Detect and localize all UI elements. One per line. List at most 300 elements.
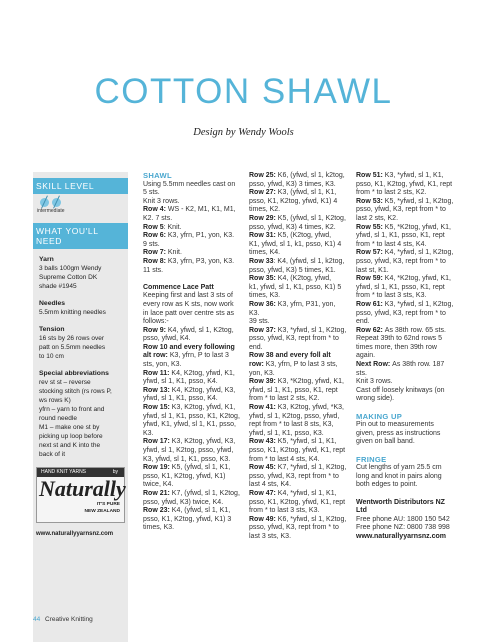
- instruction-line: [143, 507, 241, 516]
- rows-group: [249, 172, 347, 542]
- row-label: Row 59:: [356, 275, 385, 283]
- instruction-line: [356, 249, 456, 258]
- instruction-line: [249, 370, 347, 379]
- instruction-line: [143, 387, 241, 396]
- instruction-line: [249, 404, 347, 413]
- row-text: psso, K1, K2tog, yfwd, K1) 4: [249, 197, 338, 205]
- instruction-line: [356, 310, 456, 319]
- row-text: yfwd, sl 1, K2tog, psso, yfwd,: [143, 447, 234, 454]
- instruction-line: [143, 378, 241, 387]
- lace-text: every row as K sts, now work: [143, 300, 234, 308]
- instruction-line: [249, 301, 347, 318]
- row-text: K2. 7 sts.: [143, 214, 173, 222]
- row-label: Row 13:: [143, 386, 172, 394]
- row-label: Row 49:: [249, 515, 278, 523]
- row-text: 39 sts.: [249, 318, 270, 326]
- needles-section: [39, 299, 124, 317]
- row-text: psso, K1, K2tog, yfwd, K1): [143, 472, 226, 480]
- row-text: psso, yfwd, K3, rept from * to: [356, 257, 446, 265]
- instruction-line: [249, 275, 347, 284]
- instruction-line: [356, 172, 456, 181]
- needles-title: Needles: [39, 300, 66, 307]
- row-text: K4, K2tog, yfwd, K3,: [171, 386, 236, 394]
- instruction-line: [143, 447, 241, 456]
- page-title: COTTON SHAWL: [94, 72, 393, 111]
- instruction-line: [143, 464, 241, 473]
- instruction-line: [143, 499, 241, 508]
- instruction-line: [249, 456, 347, 465]
- row-text: again.: [356, 352, 376, 360]
- rows-group: [356, 172, 456, 404]
- row-text: K4, K2tog, yfwd, K1,: [171, 369, 235, 377]
- abbreviations-section: [39, 369, 124, 459]
- yarn-line: Supreme Cotton DK: [39, 274, 98, 281]
- row-text: : K4, (yfwd, sl 1, k2tog,: [273, 257, 345, 265]
- row-label: Row 15:: [143, 404, 172, 412]
- lace-heading-text: Commence Lace Patt: [143, 283, 214, 291]
- row-text: 11 sts.: [143, 266, 164, 274]
- instruction-line: [249, 232, 347, 241]
- tension-line: 16 sts by 26 rows over: [39, 335, 105, 342]
- instruction-line: [143, 438, 241, 447]
- distributor-website[interactable]: [356, 533, 456, 542]
- instruction-line: [143, 232, 241, 241]
- row-text: K3, yfrn, P to last 3: [169, 352, 229, 360]
- row-label: Row 17:: [143, 438, 172, 446]
- row-text: from * to last 3 sts, K3.: [249, 507, 320, 515]
- instruction-line: [143, 241, 241, 250]
- row-text: K4, yfwd, sl 1, K2tog,: [167, 326, 234, 334]
- row-text: times, K2.: [249, 206, 281, 214]
- row-text: K6, (yfwd, sl 1, k2tog,: [277, 172, 345, 179]
- row-label: Row 38 and every foll alt: [249, 352, 331, 360]
- fringe-line: both edges to point.: [356, 481, 418, 489]
- row-text: yfwd, sl 1, K1, psso, K4.: [143, 395, 218, 403]
- row-label: Row 53:: [356, 197, 385, 205]
- row-label: Row 25:: [249, 172, 278, 179]
- sidebar: [33, 172, 128, 642]
- naturally-logo: [36, 467, 125, 523]
- distributor-phone-nz: Free phone NZ: 0800 738 998: [356, 524, 450, 532]
- row-label: Row 10 and every following: [143, 343, 235, 351]
- instruction-line: [249, 464, 347, 473]
- row-text: As 38th row. 187: [392, 361, 445, 369]
- abbreviation-line: picking up loop before: [39, 433, 103, 440]
- row-label: Row 8:: [143, 257, 168, 265]
- row-label: Row 39:: [249, 378, 278, 386]
- yarn-title: Yarn: [39, 256, 54, 263]
- row-text: K5, (yfwd, sl 1, K2tog,: [277, 214, 346, 222]
- row-text: from * to last 2 sts, K2.: [356, 189, 427, 197]
- instruction-line: [356, 301, 456, 310]
- row-text: : Knit.: [163, 223, 182, 231]
- instruction-line: [249, 421, 347, 430]
- instruction-line: [249, 206, 347, 215]
- row-text: psso, yfwd, K3, rept from * to: [249, 472, 339, 480]
- instruction-line: [143, 473, 241, 482]
- row-text: psso, yfwd, K3) twice, K4.: [143, 498, 224, 506]
- abbreviation-line: back of it: [39, 451, 66, 458]
- instruction-line: [143, 370, 241, 379]
- abbreviation-line: stocking stitch (rs rows P,: [39, 388, 112, 395]
- intro-line: Knit 3 rows.: [143, 197, 180, 205]
- row-label: Row 47:: [249, 489, 278, 497]
- instruction-line: [249, 490, 347, 499]
- row-text: from * to last 4 sts, K4.: [356, 240, 427, 248]
- row-label: Row 51:: [356, 172, 385, 179]
- instruction-line: [249, 430, 347, 439]
- row-text: K3, yfrn, P1, yon, K3.: [167, 232, 235, 240]
- row-text: last 3 sts, K3.: [249, 532, 292, 540]
- abbreviation-line: M1 – make one st by: [39, 424, 100, 431]
- row-label: Row 4:: [143, 206, 168, 214]
- row-text: K7, *yfwd, sl 1, K2tog,: [277, 464, 347, 472]
- row-label: Row 57:: [356, 249, 385, 257]
- row-text: times, K4.: [249, 249, 281, 257]
- row-text: psso, yfwd, K3) 3 times, K3.: [249, 180, 336, 188]
- abbreviation-line: next st and K into the: [39, 442, 101, 449]
- rows-group-b: [143, 327, 241, 533]
- row-text: wrong side).: [356, 395, 395, 403]
- instruction-line: [143, 335, 241, 344]
- magazine-name: Creative Knitting: [45, 616, 93, 623]
- row-text: K4, (yfwd, sl 1, K1,: [171, 507, 231, 515]
- instruction-line: [356, 189, 456, 198]
- row-text: K7, (yfwd, sl 1, K2tog,: [171, 489, 240, 497]
- yarn-line: 3 balls 100gm Wendy: [39, 265, 102, 272]
- instruction-line: [143, 327, 241, 336]
- abbreviation-line: yfrn – yarn to front and: [39, 406, 105, 413]
- instruction-line: [356, 318, 456, 327]
- logo-box: [36, 467, 125, 523]
- row-label: Row 45:: [249, 464, 278, 472]
- row-text: psso, K1, K2tog, yfwd, K1, rept: [356, 180, 453, 188]
- instruction-line: [249, 224, 347, 233]
- instruction-line: [249, 335, 347, 344]
- instruction-line: [249, 438, 347, 447]
- row-text: WS - K2, M1, K1, M1,: [167, 206, 236, 214]
- instruction-line: [356, 181, 456, 190]
- row-label: row:: [249, 361, 266, 369]
- instruction-line: [356, 395, 456, 404]
- distributor-phone-au: Free phone AU: 1800 150 542: [356, 515, 450, 523]
- row-label: Row 5: [143, 223, 164, 231]
- row-text: rept from * to last 8 sts, K3,: [249, 421, 334, 429]
- instruction-line: [143, 516, 241, 525]
- yarn-section: [39, 255, 124, 291]
- row-text: Cast off loosely knitways (on: [356, 386, 445, 394]
- fringe-line: long and knot in pairs along: [356, 472, 442, 480]
- abbreviation-line: ws rows K): [39, 397, 71, 404]
- row-text: K5, *yfwd, sl 1, K1,: [277, 438, 337, 446]
- instruction-line: [143, 352, 241, 361]
- column-2: [249, 172, 347, 542]
- row-text: yfwd, sl 1, K1, psso, K1, K2tog,: [143, 412, 240, 420]
- tension-line: patt on 5.5mm needles: [39, 344, 106, 351]
- row-text: psso, yfwd, K4.: [143, 335, 191, 343]
- abbreviations-title: Special abbreviations: [39, 370, 109, 377]
- row-label: Row 19:: [143, 464, 172, 472]
- row-label: Row 43:: [249, 438, 278, 446]
- instruction-line: [143, 395, 241, 404]
- instruction-line: [249, 318, 347, 327]
- row-text: k1, yfwd, sl 1, K1, psso, K1) 5: [249, 283, 342, 291]
- row-label: Row 55:: [356, 223, 385, 231]
- instruction-line: [356, 327, 456, 336]
- logo-band: HAND KNIT YARNS: [37, 468, 124, 477]
- column-3: [356, 172, 456, 542]
- row-text: Knit 3 rows.: [356, 378, 393, 386]
- row-text: psso, yfwd, K3, rept from * to: [249, 524, 339, 532]
- instruction-line: [249, 378, 347, 387]
- instruction-line: [249, 507, 347, 516]
- row-text: K3, yfrn, P to last 3 sts,: [265, 361, 338, 369]
- instruction-line: [249, 481, 347, 490]
- instruction-line: [249, 361, 347, 370]
- instruction-line: [143, 206, 241, 215]
- row-text: K4, *yfwd, sl 1, K1,: [277, 489, 337, 497]
- instruction-line: [249, 447, 347, 456]
- instruction-line: [356, 378, 456, 387]
- row-text: psso, yfwd, K3) 5 times, K1.: [249, 266, 336, 274]
- lace-text: follows:-: [143, 318, 169, 326]
- abbreviation-line: round needle: [39, 415, 77, 422]
- row-text: yfwd, sl 1, K1, psso, K1, rept: [356, 232, 445, 240]
- row-text: psso, yfwd, K3, rept from * to: [249, 335, 339, 343]
- instruction-line: [249, 499, 347, 508]
- making-up-line: Pin out to measurements: [356, 421, 434, 429]
- logo-tagline: [85, 502, 120, 515]
- row-label: Row 33: [249, 257, 274, 265]
- row-text: K3, (yfwd, sl 1, K1,: [277, 189, 337, 197]
- row-text: yfwd, K1, yfwd, sl 1, K1, psso,: [143, 421, 236, 429]
- instruction-line: [356, 258, 456, 267]
- instruction-line: [356, 232, 456, 241]
- instruction-line: [143, 490, 241, 499]
- logo-tagline-2: NEW ZEALAND: [84, 508, 120, 514]
- instruction-line: [356, 344, 456, 353]
- row-text: K5, *K2tog, yfwd, K1,: [384, 223, 451, 231]
- instruction-line: [143, 456, 241, 465]
- row-label: alt row:: [143, 352, 170, 360]
- row-text: times, K3.: [143, 524, 175, 532]
- lace-heading: [143, 284, 241, 293]
- row-label: Row 7:: [143, 249, 168, 257]
- instruction-line: [249, 327, 347, 336]
- row-label: Row 27:: [249, 189, 278, 197]
- row-text: from * to last 3 sts, K3.: [356, 292, 427, 300]
- instruction-line: [143, 413, 241, 422]
- row-text: yfwd, sl 1, K1, psso, K1, rept: [249, 386, 338, 394]
- instruction-line: [356, 198, 456, 207]
- tension-section: [39, 325, 124, 361]
- row-label: Row 29:: [249, 214, 278, 222]
- logo-tagline-1: IT'S PURE: [96, 502, 120, 507]
- row-text: K5, (K2tog, yfwd,: [277, 232, 332, 240]
- row-text: psso, yfwd, K3) 4 times, K2.: [249, 223, 336, 231]
- row-text: K3, *yfwd, sl 1, K2tog,: [384, 300, 454, 308]
- row-text: K3, K2tog, yfwd, K1,: [171, 404, 236, 412]
- row-text: yfwd, sl 1, K2tog, psso, yfwd,: [249, 412, 340, 420]
- row-text: K4, (K2tog, yfwd,: [277, 275, 332, 283]
- row-text: K4, *K2tog, yfwd, K1,: [384, 275, 451, 283]
- instruction-line: [249, 284, 347, 293]
- designer-byline: Design by Wendy Wools: [193, 127, 294, 138]
- row-text: K5, (yfwd, sl 1, K1,: [171, 464, 231, 472]
- instruction-line: [356, 387, 456, 396]
- row-label: Row 62:: [356, 326, 385, 334]
- instruction-line: [249, 533, 347, 542]
- row-text: end.: [249, 343, 263, 351]
- instruction-line: [356, 267, 456, 276]
- row-text: K1, yfwd, sl 1, k1, psso, K1) 4: [249, 240, 342, 248]
- instruction-line: [356, 361, 456, 370]
- needles-line: 5.5mm knitting needles: [39, 309, 106, 316]
- row-text: sts.: [356, 369, 367, 377]
- row-label: Row 23:: [143, 507, 172, 515]
- instruction-line: [143, 258, 241, 267]
- row-text: psso, yfwd, K3, rept from * to: [356, 309, 446, 317]
- instruction-line: [249, 241, 347, 250]
- instruction-line: [356, 206, 456, 215]
- row-text: K3, yfwd, sl 1, K1, psso, K3.: [143, 455, 231, 463]
- row-text: Knit.: [167, 249, 182, 257]
- making-up-heading: MAKING UP: [356, 411, 403, 421]
- row-label: Row 37:: [249, 326, 278, 334]
- row-text: last st, K1.: [356, 266, 389, 274]
- row-text: K6, *yfwd, sl 1, K2tog,: [277, 515, 347, 523]
- row-text: K3, yfrn, P31, yon, K3.: [249, 300, 336, 317]
- instruction-line: [356, 275, 456, 284]
- instruction-line: [249, 249, 347, 258]
- row-label: Row 21:: [143, 489, 172, 497]
- instruction-line: [249, 189, 347, 198]
- instruction-line: [143, 404, 241, 413]
- instruction-line: [356, 224, 456, 233]
- intro-line: Using 5.5mm needles cast on: [143, 180, 236, 188]
- row-text: end.: [356, 318, 370, 326]
- instruction-line: [356, 352, 456, 361]
- row-text: yon, K3.: [249, 369, 275, 377]
- making-up-line: given on ball band.: [356, 438, 415, 446]
- row-label: Row 11:: [143, 369, 172, 377]
- instruction-line: [143, 361, 241, 370]
- row-label: Row 61:: [356, 300, 385, 308]
- instruction-line: [249, 387, 347, 396]
- instruction-line: [143, 267, 241, 276]
- instruction-line: [143, 524, 241, 533]
- instruction-line: [249, 344, 347, 353]
- row-text: K3, *yfwd, sl 1, K1,: [384, 172, 444, 179]
- row-text: K3, K2tog, yfwd, *K3,: [277, 404, 344, 412]
- row-text: psso, K1, K2tog, yfwd, K1, rept: [249, 447, 346, 454]
- instruction-line: [249, 395, 347, 404]
- row-text: psso, K1, K2tog, yfwd, K1, rept: [249, 498, 346, 506]
- row-text: times more, then 39th row: [356, 343, 437, 351]
- instruction-line: [249, 352, 347, 361]
- distributor-name-text: Wentworth Distributors NZ Ltd: [356, 498, 445, 515]
- instruction-line: [143, 421, 241, 430]
- making-up-line: given, press as instructions: [356, 429, 441, 437]
- row-text: K4, *yfwd, sl 1, K2tog,: [384, 249, 454, 257]
- fringe-line: Cut lengths of yarn 25.5 cm: [356, 464, 442, 472]
- row-text: K3.: [143, 429, 154, 437]
- fringe-heading: FRINGE: [356, 454, 387, 464]
- row-text: 9 sts.: [143, 240, 160, 248]
- page-number: 44: [33, 616, 41, 623]
- abbreviation-line: rev st st – reverse: [39, 379, 91, 386]
- row-text: psso, yfwd, K3, rept from * to: [356, 206, 446, 214]
- row-text: As 38th row. 65 sts.: [384, 326, 446, 334]
- what-you-need-heading: WHAT YOU'LL NEED: [33, 223, 128, 249]
- row-text: yfwd, sl 1, K1, psso, K1, rept: [356, 283, 445, 291]
- instruction-line: [249, 524, 347, 533]
- instruction-line: [143, 215, 241, 224]
- instruction-line: [143, 344, 241, 353]
- instruction-line: [356, 284, 456, 293]
- lace-text: Keeping first and last 3 sts of: [143, 292, 233, 300]
- column-1: [143, 172, 241, 533]
- instruction-line: [249, 258, 347, 267]
- logo-wordmark: Naturally: [39, 476, 126, 501]
- page-footer: [33, 616, 93, 623]
- instruction-line: [249, 516, 347, 525]
- instruction-line: [143, 481, 241, 490]
- instruction-line: [249, 473, 347, 482]
- tension-title: Tension: [39, 326, 65, 333]
- row-text: sts, yon, K3.: [143, 361, 182, 369]
- distributor-name: [356, 499, 456, 516]
- row-label: Row 36:: [249, 300, 278, 308]
- instruction-line: [356, 241, 456, 250]
- row-text: twice, K4.: [143, 481, 174, 489]
- row-text: times, K3.: [249, 292, 281, 300]
- row-text: from * to last 2 sts, K2.: [249, 395, 320, 403]
- website-link[interactable]: www.naturallyyarnsnz.com: [36, 531, 114, 537]
- shawl-heading: SHAWL: [143, 171, 172, 180]
- skill-level-heading: SKILL LEVEL: [33, 178, 128, 194]
- row-text: Repeat 39th to 62nd rows 5: [356, 335, 443, 343]
- row-text: yfwd, sl 1, K1, psso, K4.: [143, 378, 218, 386]
- row-text: psso, K1, K2tog, yfwd, K1) 3: [143, 515, 232, 523]
- skill-level-label: intermediate: [37, 208, 65, 214]
- lace-text: in lace patt over centre sts as: [143, 309, 235, 317]
- row-text: K3, *yfwd, sl 1, K2tog,: [277, 326, 347, 334]
- skill-level-indicator: [37, 198, 128, 214]
- distributor-website-text[interactable]: www.naturallyyarnsnz.com: [356, 532, 446, 540]
- row-label: Next Row:: [356, 361, 393, 369]
- instruction-line: [249, 172, 347, 181]
- instruction-line: [249, 181, 347, 190]
- instruction-line: [249, 215, 347, 224]
- tension-line: to 10 cm: [39, 353, 64, 360]
- yarn-line: shade #1945: [39, 283, 77, 290]
- intro-line: 5 sts.: [143, 189, 160, 197]
- row-text: K3, K2tog, yfwd, K3,: [171, 438, 236, 446]
- instruction-line: [356, 292, 456, 301]
- instruction-line: [249, 198, 347, 207]
- materials-list: [33, 249, 128, 459]
- instruction-line: [249, 292, 347, 301]
- row-text: K3, yfrn, P3, yon, K3.: [167, 257, 235, 265]
- row-text: yfwd, sl 1, K1, psso, K3.: [249, 429, 324, 437]
- row-text: K3, *K2tog, yfwd, K1,: [277, 378, 344, 386]
- instruction-line: [143, 249, 241, 258]
- row-text: last 4 sts, K4.: [249, 481, 292, 489]
- row-label: Row 35:: [249, 275, 278, 283]
- instruction-line: [356, 335, 456, 344]
- row-label: Row 41:: [249, 404, 278, 412]
